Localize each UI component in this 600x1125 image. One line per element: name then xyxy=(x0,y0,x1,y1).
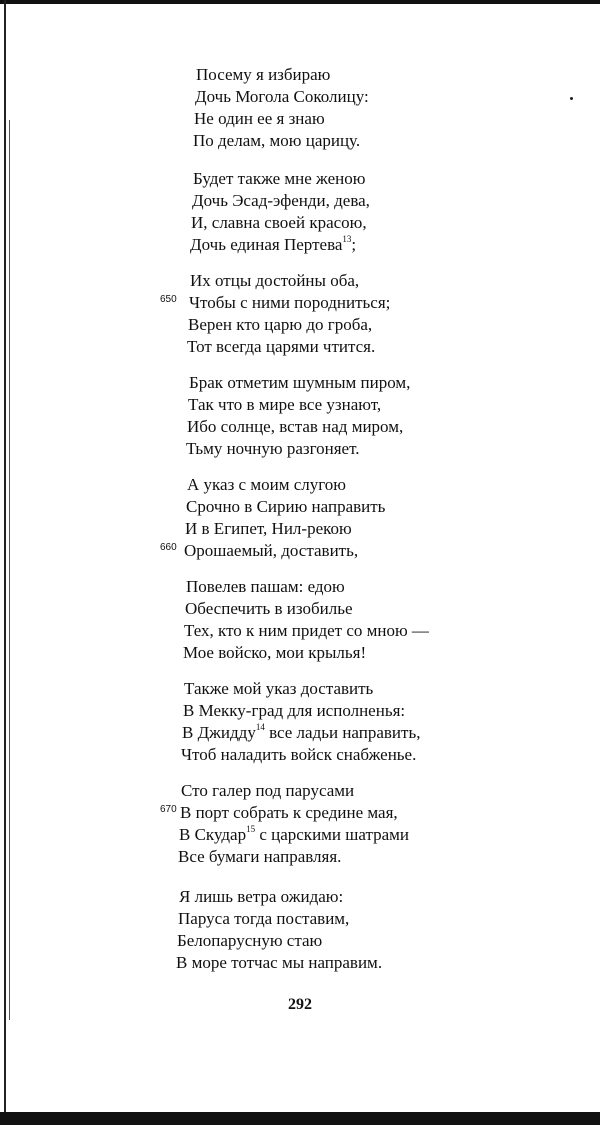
line-main-text: И, славна своей красою, xyxy=(191,213,367,232)
stanza xyxy=(0,270,600,358)
scan-top-edge xyxy=(0,0,600,4)
line-main-text: Белопарусную стаю xyxy=(177,931,323,950)
stanza xyxy=(0,886,600,974)
line-main-text: Тех, кто к ним придет со мною — xyxy=(184,621,429,640)
footnote-ref[interactable]: 13 xyxy=(342,234,352,244)
line-text xyxy=(188,314,372,336)
line-main-text: А указ с моим слугою xyxy=(187,475,346,494)
poem-line xyxy=(0,336,600,358)
poem-line xyxy=(0,292,600,314)
line-text xyxy=(184,620,429,642)
line-text xyxy=(182,722,420,744)
line-main-text: Тьму ночную разгоняет. xyxy=(186,439,360,458)
poem-line xyxy=(0,642,600,664)
line-text xyxy=(184,540,358,562)
poem-line xyxy=(0,620,600,642)
line-text xyxy=(183,700,405,722)
poem-line xyxy=(0,86,600,108)
stanza xyxy=(0,678,600,766)
line-text xyxy=(180,802,398,824)
line-tail-text: все ладьи направить, xyxy=(264,723,421,742)
line-main-text: И в Египет, Нил-рекою xyxy=(185,519,352,538)
line-text xyxy=(178,908,349,930)
footnote-ref[interactable]: 14 xyxy=(255,722,265,732)
line-text xyxy=(195,86,369,108)
line-main-text: В Мекку-град для исполненья: xyxy=(183,701,406,720)
line-main-text: Мое войско, мои крылья! xyxy=(183,643,367,662)
line-tail-text: ; xyxy=(351,235,357,254)
stanza xyxy=(0,372,600,460)
line-text xyxy=(178,846,341,868)
poem-line xyxy=(0,930,600,952)
poem-line xyxy=(0,700,600,722)
poem-line xyxy=(0,540,600,562)
line-text xyxy=(181,780,354,802)
stanza xyxy=(0,168,600,256)
line-main-text: Дочь Могола Соколицу: xyxy=(195,87,369,106)
line-text xyxy=(188,394,381,416)
line-main-text: Обеспечить в изобилье xyxy=(185,599,353,618)
line-main-text: Не один ее я знаю xyxy=(194,109,325,128)
line-text xyxy=(189,292,390,314)
poem-line xyxy=(0,780,600,802)
line-main-text: По делам, мою царицу. xyxy=(193,131,361,150)
footnote-ref[interactable]: 15 xyxy=(246,824,256,834)
line-text xyxy=(185,598,353,620)
line-main-text: Также мой указ доставить xyxy=(184,679,374,698)
poem-line xyxy=(0,802,600,824)
line-main-text: Срочно в Сирию направить xyxy=(186,497,386,516)
line-text xyxy=(190,234,356,256)
line-main-text: Будет также мне женою xyxy=(193,169,366,188)
line-main-text: Орошаемый, доставить, xyxy=(184,541,359,560)
line-main-text: Их отцы достойны оба, xyxy=(190,271,360,290)
line-text xyxy=(187,416,403,438)
line-main-text: Так что в мире все узнают, xyxy=(188,395,382,414)
poem-line xyxy=(0,190,600,212)
line-main-text: Дочь единая Пертева xyxy=(190,235,343,254)
line-main-text: Сто галер под парусами xyxy=(181,781,355,800)
line-text xyxy=(185,518,352,540)
poem-line xyxy=(0,576,600,598)
line-main-text: Тот всегда царями чтится. xyxy=(187,337,376,356)
line-number: 660 xyxy=(160,542,177,553)
poem-line xyxy=(0,416,600,438)
line-text xyxy=(193,168,365,190)
poem-line xyxy=(0,908,600,930)
poem-line xyxy=(0,678,600,700)
poem-line xyxy=(0,722,600,744)
line-main-text: Верен кто царю до гроба, xyxy=(188,315,373,334)
line-number: 670 xyxy=(160,804,177,815)
line-main-text: Посему я избираю xyxy=(196,65,331,84)
page-number: 292 xyxy=(288,996,312,1013)
poem-line xyxy=(0,168,600,190)
stanza xyxy=(0,64,600,152)
line-main-text: В Скудар xyxy=(179,825,247,844)
line-main-text: Я лишь ветра ожидаю: xyxy=(179,887,344,906)
poem-line xyxy=(0,314,600,336)
line-text xyxy=(186,576,345,598)
line-main-text: Паруса тогда поставим, xyxy=(178,909,350,928)
line-text xyxy=(186,438,360,460)
line-main-text: Брак отметим шумным пиром, xyxy=(189,373,411,392)
line-main-text: Все бумаги направляя. xyxy=(178,847,342,866)
poem-line xyxy=(0,394,600,416)
poem-line xyxy=(0,234,600,256)
line-text xyxy=(190,270,359,292)
line-text xyxy=(189,372,410,394)
line-text xyxy=(177,930,322,952)
line-text xyxy=(183,642,366,664)
line-number: 650 xyxy=(160,294,177,305)
poem-line xyxy=(0,496,600,518)
poem-line xyxy=(0,824,600,846)
poem-line xyxy=(0,372,600,394)
line-tail-text: с царскими шатрами xyxy=(255,825,410,844)
poem-line xyxy=(0,886,600,908)
line-text xyxy=(194,108,325,130)
line-main-text: Чтобы с ними породниться; xyxy=(189,293,391,312)
line-text xyxy=(196,64,330,86)
poem-line xyxy=(0,270,600,292)
poem-line xyxy=(0,744,600,766)
line-text xyxy=(191,212,367,234)
line-text xyxy=(184,678,373,700)
stanza xyxy=(0,576,600,664)
scan-bottom-edge xyxy=(0,1112,600,1125)
poem-line xyxy=(0,438,600,460)
line-main-text: В Джидду xyxy=(182,723,256,742)
poem-line xyxy=(0,518,600,540)
line-main-text: Чтоб наладить войск снабженье. xyxy=(181,745,417,764)
line-text xyxy=(179,824,409,846)
poem-line xyxy=(0,952,600,974)
stanza xyxy=(0,474,600,562)
stanza xyxy=(0,780,600,868)
poem-line xyxy=(0,130,600,152)
poem-line xyxy=(0,474,600,496)
line-text xyxy=(192,190,370,212)
line-text xyxy=(193,130,360,152)
poem-line xyxy=(0,846,600,868)
poem-line xyxy=(0,598,600,620)
poem-line xyxy=(0,212,600,234)
line-main-text: Повелев пашам: едою xyxy=(186,577,345,596)
line-main-text: В море тотчас мы направим. xyxy=(176,953,383,972)
line-main-text: В порт собрать к средине мая, xyxy=(180,803,398,822)
line-text xyxy=(179,886,343,908)
line-text xyxy=(187,474,346,496)
line-main-text: Ибо солнце, встав над миром, xyxy=(187,417,404,436)
line-text xyxy=(187,336,375,358)
line-text xyxy=(186,496,385,518)
line-text xyxy=(176,952,382,974)
line-main-text: Дочь Эсад-эфенди, дева, xyxy=(192,191,370,210)
line-text xyxy=(181,744,416,766)
poem-line xyxy=(0,64,600,86)
poem-line xyxy=(0,108,600,130)
